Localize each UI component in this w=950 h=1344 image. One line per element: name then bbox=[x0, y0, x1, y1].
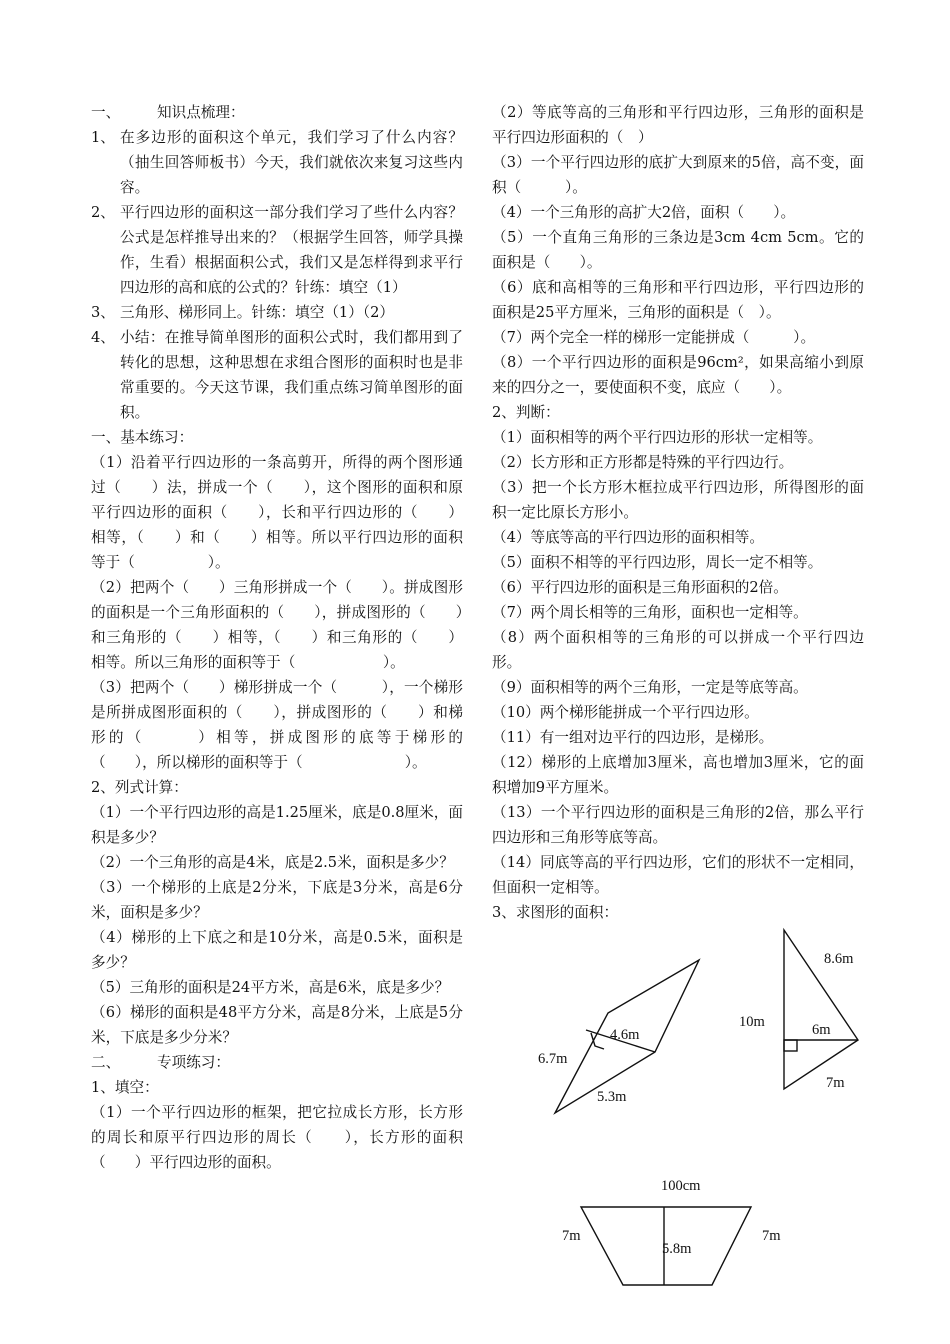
triangle-height-label: 6m bbox=[812, 1022, 831, 1038]
question-text: （4）梯形的上下底之和是10分米，高是0.5米，面积是多少？ bbox=[91, 929, 463, 971]
question-text: （1）沿着平行四边形的一条高剪开，所得的两个图形通过（ ）法，拼成一个（ ），这个图形的面积和原平行四边形的面积（ ），长和平行四边形的（ ）相等，（ ）和（ ）相等。所以平行四边形的面积等于（ ）。 bbox=[91, 454, 463, 571]
judge-item: （2）长方形和正方形都是特殊的平行四边行。 bbox=[492, 454, 794, 471]
trapezoid-top-label: 100cm bbox=[661, 1178, 701, 1194]
list-item: 2、 平行四边形的面积这一部分我们学习了些什么内容？公式是怎样推导出来的？（根据学生回答，师学具操作，生看）根据面积公式，我们又是怎样得到求平行四边形的高和底的公式的？针练：填空（1） bbox=[91, 204, 463, 296]
trapezoid-height-label: 5.8m bbox=[662, 1241, 692, 1257]
judge-item: （1）面积相等的两个平行四边形的形状一定相等。 bbox=[492, 429, 823, 446]
parallelogram-base-label: 5.3m bbox=[597, 1089, 627, 1105]
section-number: 一、 bbox=[91, 104, 121, 121]
question-text: （4）一个三角形的高扩大2倍，面积（ ）。 bbox=[492, 204, 796, 221]
basic-practice-title: 一、基本练习： bbox=[91, 429, 194, 446]
judge-item: （14）同底等高的平行四边形，它们的形状不一定相同，但面积一定相等。 bbox=[492, 854, 864, 896]
judge-item: （6）平行四边形的面积是三角形面积的2倍。 bbox=[492, 579, 788, 596]
question-text: （3）一个平行四边形的底扩大到原来的5倍，高不变，面积（ ）。 bbox=[492, 154, 864, 196]
question-text: （1）一个平行四边形的框架，把它拉成长方形，长方形的周长和原平行四边形的周长（ ），长方形的面积（ ）平行四边形的面积。 bbox=[91, 1104, 463, 1171]
calc-title: 2、列式计算： bbox=[91, 779, 188, 796]
trapezoid-left-label: 7m bbox=[562, 1228, 581, 1244]
area-title: 3、求图形的面积： bbox=[492, 904, 619, 921]
question-text: （7）两个完全一样的梯形一定能拼成（ ）。 bbox=[492, 329, 816, 346]
parallelogram-side-label: 6.7m bbox=[538, 1051, 568, 1067]
question-text: （5）三角形的面积是24平方米，高是6米，底是多少？ bbox=[91, 979, 450, 996]
section-title: 专项练习： bbox=[157, 1054, 230, 1071]
fill-title: 1、填空： bbox=[91, 1079, 159, 1096]
question-text: （2）一个三角形的高是4米，底是2.5米，面积是多少？ bbox=[91, 854, 454, 871]
judge-item: （3）把一个长方形木框拉成平行四边形，所得图形的面积一定比原长方形小。 bbox=[492, 479, 864, 521]
trapezoid-right-label: 7m bbox=[762, 1228, 781, 1244]
question-text: （2）等底等高的三角形和平行四边形，三角形的面积是平行四边形面积的（ ） bbox=[492, 104, 864, 146]
triangle-hyp-label: 8.6m bbox=[824, 951, 854, 967]
judge-item: （12）梯形的上底增加3厘米，高也增加3厘米，它的面积增加9平方厘米。 bbox=[492, 754, 864, 796]
judge-item: （11）有一组对边平行的四边形，是梯形。 bbox=[492, 729, 774, 746]
judge-item: （13）一个平行四边形的面积是三角形的2倍，那么平行四边形和三角形等底等高。 bbox=[492, 804, 864, 846]
triangle-side-label: 10m bbox=[739, 1014, 765, 1030]
judge-item: （7）两个周长相等的三角形，面积也一定相等。 bbox=[492, 604, 808, 621]
judge-item: （4）等底等高的平行四边形的面积相等。 bbox=[492, 529, 764, 546]
question-text: （3）把两个（ ）梯形拼成一个（ ），一个梯形是所拼成图形面积的（ ），拼成图形的（ ）和梯形的（ ）相等，拼成图形的底等于梯形的（ ），所以梯形的面积等于（ ）。 bbox=[91, 679, 463, 771]
section-number: 二、 bbox=[91, 1054, 121, 1071]
list-item: 3、 三角形、梯形同上。针练：填空（1）（2） bbox=[91, 304, 394, 321]
triangle-other-label: 7m bbox=[826, 1075, 845, 1091]
list-item: 4、 小结：在推导简单图形的面积公式时，我们都用到了转化的思想，这种思想在求组合图形的面积时也是非常重要的。今天这节课，我们重点练习简单图形的面积。 bbox=[91, 329, 463, 421]
question-text: （6）底和高相等的三角形和平行四边形，平行四边形的面积是25平方厘米，三角形的面积是（ ）。 bbox=[492, 279, 864, 321]
section-title: 知识点梳理： bbox=[157, 104, 245, 121]
judge-item: （8）两个面积相等的三角形的可以拼成一个平行四边形。 bbox=[492, 629, 864, 671]
question-text: （6）梯形的面积是48平方分米，高是8分米，上底是5分米，下底是多少分米？ bbox=[91, 1004, 463, 1046]
judge-item: （9）面积相等的两个三角形，一定是等底等高。 bbox=[492, 679, 808, 696]
question-text: （5）一个直角三角形的三条边是3cm 4cm 5cm。它的面积是（ ）。 bbox=[492, 229, 864, 271]
judge-item: （5）面积不相等的平行四边形，周长一定不相等。 bbox=[492, 554, 823, 571]
question-text: （1）一个平行四边形的高是1.25厘米，底是0.8厘米，面积是多少？ bbox=[91, 804, 463, 846]
question-text: （8）一个平行四边形的面积是96cm²，如果高缩小到原来的四分之一，要使面积不变，底应（ ）。 bbox=[492, 354, 864, 396]
right-angle-mark bbox=[784, 1040, 797, 1051]
judge-item: （10）两个梯形能拼成一个平行四边形。 bbox=[492, 704, 759, 721]
question-text: （3）一个梯形的上底是2分米，下底是3分米，高是6分米，面积是多少？ bbox=[91, 879, 463, 921]
question-text: （2）把两个（ ）三角形拼成一个（ ）。拼成图形的面积是一个三角形面积的（ ），拼成图形的（ ）和三角形的（ ）相等，（ ）和三角形的（ ）相等。所以三角形的面积等于（ ）。 bbox=[91, 579, 463, 671]
judge-title: 2、判断： bbox=[492, 404, 560, 421]
parallelogram-height-label: 4.6m bbox=[610, 1027, 640, 1043]
list-item: 1、 在多边形的面积这个单元，我们学习了什么内容？（抽生回答师板书）今天，我们就依次来复习这些内容。 bbox=[91, 129, 463, 196]
